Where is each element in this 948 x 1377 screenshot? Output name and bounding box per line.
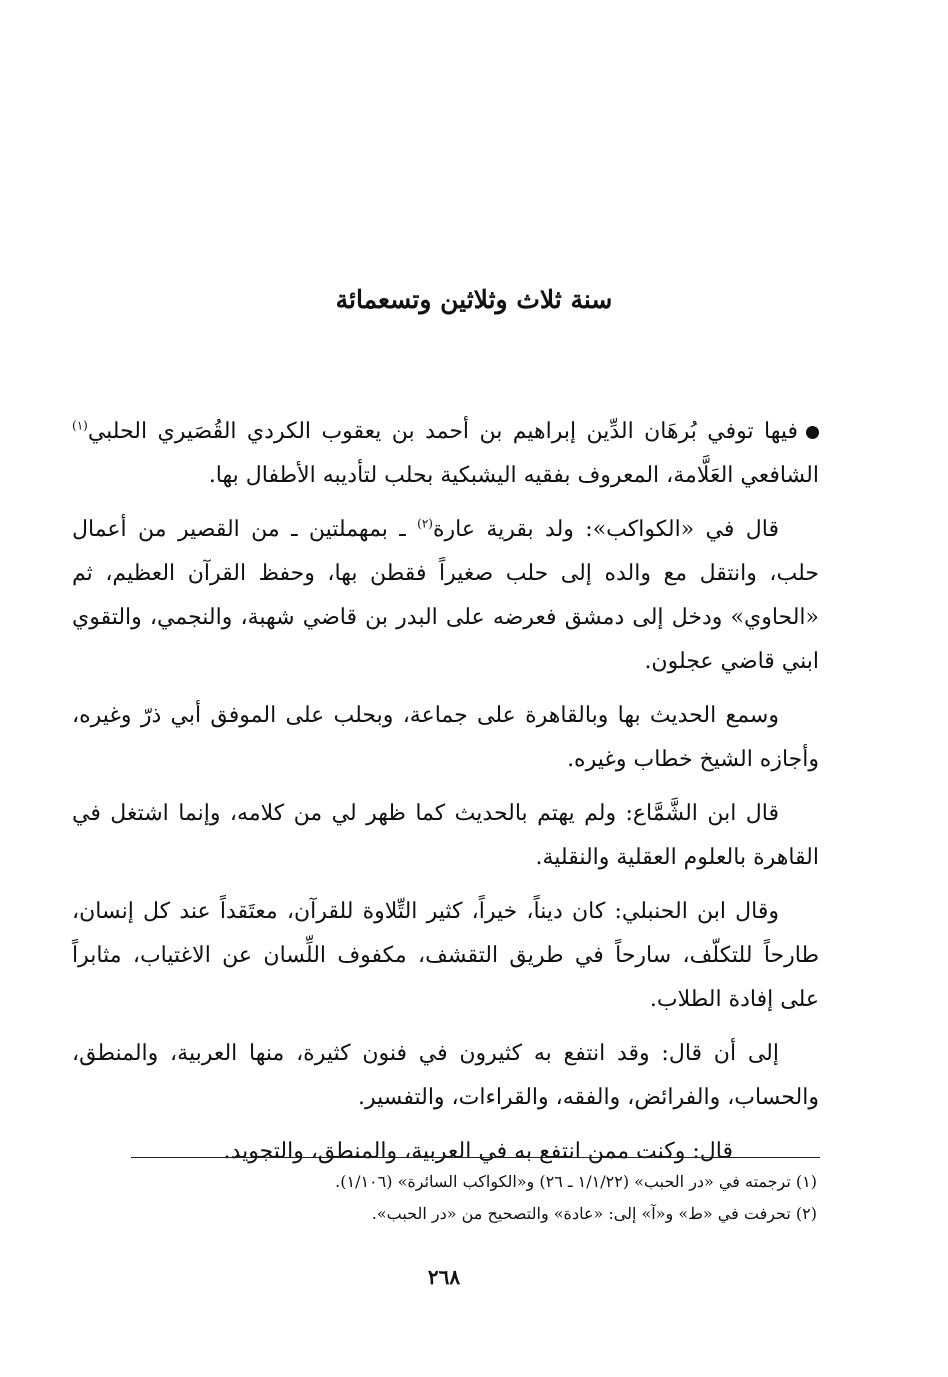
paragraph-4: قال ابن الشَّمَّاع: ولم يهتم بالحديث كما ظهر لي من كلامه، وإنما اشتغل في القاهرة بالعلوم العقلية والنقلية. — [72, 801, 819, 870]
footnote-divider — [131, 1157, 820, 1158]
page-number: ٢٦٨ — [427, 1265, 461, 1289]
paragraph-5: وقال ابن الحنبلي: كان ديناً، خيراً، كثير التِّلاوة للقرآن، معتَقداً عند كل إنسان، طارحاً للتكلّف، سارحاً في طريق التقشف، مكفوف اللِّسان عن الاغتياب، مثابراً على إفادة الطلاب. — [72, 899, 819, 1012]
paragraph-3: وسمع الحديث بها وبالقاهرة على جماعة، وبحلب على الموفق أبي ذرّ وغيره، وأجازه الشيخ خطاب وغيره. — [72, 703, 819, 772]
body-text — [72, 410, 819, 1184]
section-heading: سنة ثلاث وثلاثين وتسعمائة — [335, 285, 613, 314]
footnotes — [128, 1166, 817, 1230]
paragraph-1 — [72, 410, 819, 498]
footnote-1: (١) ترجمته في «در الحبب» (١/١/٢٢ ـ ٢٦) و«الكواكب السائرة» (١/١٠٦). — [335, 1172, 817, 1191]
footnote-marker: (١) — [72, 418, 88, 433]
paragraph-7: قال: وكنت ممن انتفع به في العربية، والمنطق، والتجويد. — [223, 1139, 733, 1164]
footnote-2: (٢) تحرفت في «ط» و«آ» إلى: «عادة» والتصحيح من «در الحبب». — [371, 1204, 817, 1223]
paragraph-text-continued: الشافعي العَلَّامة، المعروف بفقيه اليشبكية بحلب لتأديبه الأطفال بها. — [208, 463, 819, 488]
footnote-marker: (٢) — [417, 516, 433, 531]
paragraph-text: فيها توفي بُرهَان الدِّين إبراهيم بن أحمد بن يعقوب الكردي القُصَيري الحلبي — [87, 419, 798, 444]
paragraph-2 — [72, 508, 819, 684]
paragraph-text-continued: ـ بمهملتين ـ من القصير من أعمال حلب، وانتقل مع والده إلى حلب صغيراً فقطن بها، وحفظ القرآن العظيم، ثم «الحاوي» ودخل إلى دمشق فعرضه على البدر بن قاضي شهبة، والنجمي، والتقوي ابني قاضي عجلون. — [72, 517, 819, 674]
paragraph-text: قال في «الكواكب»: ولد بقرية عارة — [432, 517, 779, 542]
paragraph-6: إلى أن قال: وقد انتفع به كثيرون في فنون كثيرة، منها العربية، والمنطق، والحساب، والفرائض، والفقه، والقراءات، والتفسير. — [72, 1041, 819, 1110]
bullet-icon — [806, 426, 819, 439]
